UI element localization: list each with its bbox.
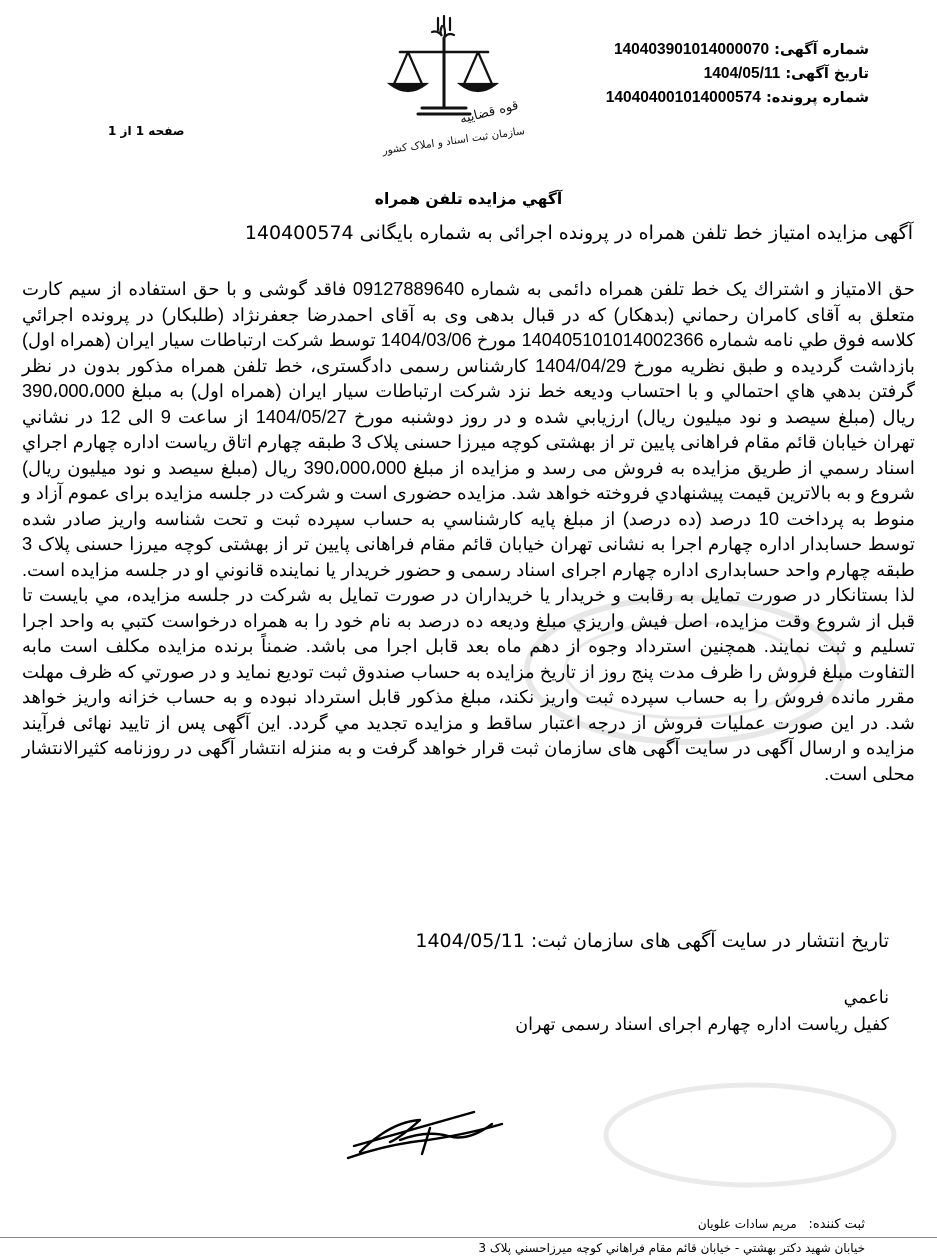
file-number: 140404001014000574 bbox=[605, 89, 761, 106]
ad-header bbox=[606, 38, 869, 110]
watermark-stamp-bottom bbox=[600, 1080, 900, 1190]
notice-subtitle: آگهی مزایده امتیاز خط تلفن همراه در پرونده اجرائی به شماره بایگانی 140400574 bbox=[244, 222, 913, 244]
judiciary-emblem bbox=[378, 8, 538, 158]
notice-body: حق الامتیاز و اشتراك یک خط تلفن همراه دائمی به شماره 09127889640 فاقد گوشی و با حق استفاده از سیم کارت متعلق به آقای کامران رحماني (بدهكار) که در قبال بدهی وی به آقای احمدرضا جعفرنژاد (طلبكار) در پرونده اجرائي كلاسه فوق طي نامه شماره 140405101014002366 مورخ 1404/03/06 توسط شرکت ارتباطات سیار ایران (همراه اول) بازداشت گرديده و طبق نظريه مورخ 1404/04/29 كارشناس رسمی دادگستری، خط تلفن همراه مذكور بدون در نظر گرفتن بدهي هاي احتمالي و با احتساب ودیعه خط نزد شرکت ارتباطات سیار ایران (همراه اول) به مبلغ 390،000،000 ريال (مبلغ سیصد و نود میلیون ریال) ارزيابي شده و در روز دوشنبه مورخ 1404/05/27 از ساعت 9 الی 12 در نشاني تهران خیابان قائم مقام فراهانی پایین تر از بهشتی کوچه میرزا حسنی پلاک 3 طبقه چهارم اتاق ریاست اداره چهارم اجراي اسناد رسمي از طريق مزايده به فروش مى رسد و مزايده از مبلغ 390،000،000 ريال (مبلغ سیصد و نود میلیون ریال) شروع و به بالاترين قيمت پيشنهادي فروخته خواهد شد. مزايده حضوری است و شركت در جلسه مزايده برای عموم آزاد و منوط به پرداخت 10 درصد (ده درصد) از مبلغ پايه كارشناسي به حساب سپرده ثبت و تحت شناسه واريز صادر شده توسط حسابدار اداره چهارم اجرا به نشانی تهران خیابان قائم مقام فراهانی پایین تر از بهشتی کوچه میرزا حسنی پلاک 3 طبقه چهارم واحد حسابداری اداره چهارم اجرای اسناد رسمی و حضور خريدار يا نماينده قانوني او در جلسه مزايده است. لذا بستانکار در صورت تمایل به رقابت و خریدار یا خریداران در صورت تمايل به شركت در جلسه مزايده، مي بايست تا قبل از شروع وقت مزايده، اصل فيش واريزي مبلغ وديعه ده درصد به نام خود را به همراه درخواست كتبي به واحد اجرا تسليم و ثبت نمايند. همچنين استرداد وجوه از دهم ماه بعد قابل اجرا مى باشد. ضمناً برنده مزايده مکلف است مابه التفاوت مبلغ فروش را ظرف مدت پنج روز از تاريخ مزايده به حساب صندوق ثبت توديع نمايد و در صورتي كه ظرف مهلت مقرر مانده فروش را به حساب سپرده ثبت واريز نكند، مبلغ مذكور قابل استرداد نبوده و به حساب خزانه واريز خواهد شد. در اين صورت عمليات فروش از درجه اعتبار ساقط و مزايده تجديد مي گردد. اين آگهی پس از تاييد نهائی فرآیند مزایده و ارسال آگهی در سايت آگهی های سازمان ثبت قرار خواهد گرفت و به منزله انتشار آگهی در روزنامه كثيرالانتشار محلی است. bbox=[22, 279, 916, 784]
emblem-text-organization: سازمان ثبت اسناد و املاک کشور bbox=[381, 125, 526, 157]
registrar-row bbox=[698, 1217, 865, 1232]
signatory-name: ناعمي bbox=[843, 988, 889, 1008]
file-number-row bbox=[606, 86, 869, 110]
page-indicator: صفحه 1 از 1 bbox=[108, 124, 185, 138]
registrar-name: مريم سادات علويان bbox=[697, 1217, 797, 1231]
ad-date-label: تاریخ آگهی: bbox=[785, 66, 869, 82]
ad-date-row bbox=[606, 62, 869, 86]
handwritten-signature bbox=[340, 1100, 510, 1170]
ad-number-label: شماره آگهی: bbox=[774, 42, 869, 58]
notice-title: آگهي مزايده تلفن همراه bbox=[374, 190, 563, 208]
publication-date-line: تاريخ انتشار در سایت آگهی های سازمان ثبت: 1404/05/11 bbox=[415, 930, 889, 952]
ad-date: 1404/05/11 bbox=[703, 65, 781, 82]
emblem-text-judiciary: قوه قضاییه bbox=[458, 98, 521, 128]
file-number-label: شماره پرونده: bbox=[765, 90, 869, 106]
registrar-label: ثبت كننده: bbox=[808, 1217, 865, 1232]
ad-number: 140403901014000070 bbox=[613, 41, 770, 58]
office-address: خيابان شهيد دكتر بهشتي - خيابان قائم مقام فراهاني كوچه ميرزاحسني پلاک 3 bbox=[478, 1241, 865, 1255]
ad-number-row bbox=[606, 38, 869, 62]
signatory-title: کفیل ریاست اداره چهارم اجرای اسناد رسمی تهران bbox=[515, 1015, 889, 1035]
footer-divider bbox=[0, 1237, 937, 1238]
